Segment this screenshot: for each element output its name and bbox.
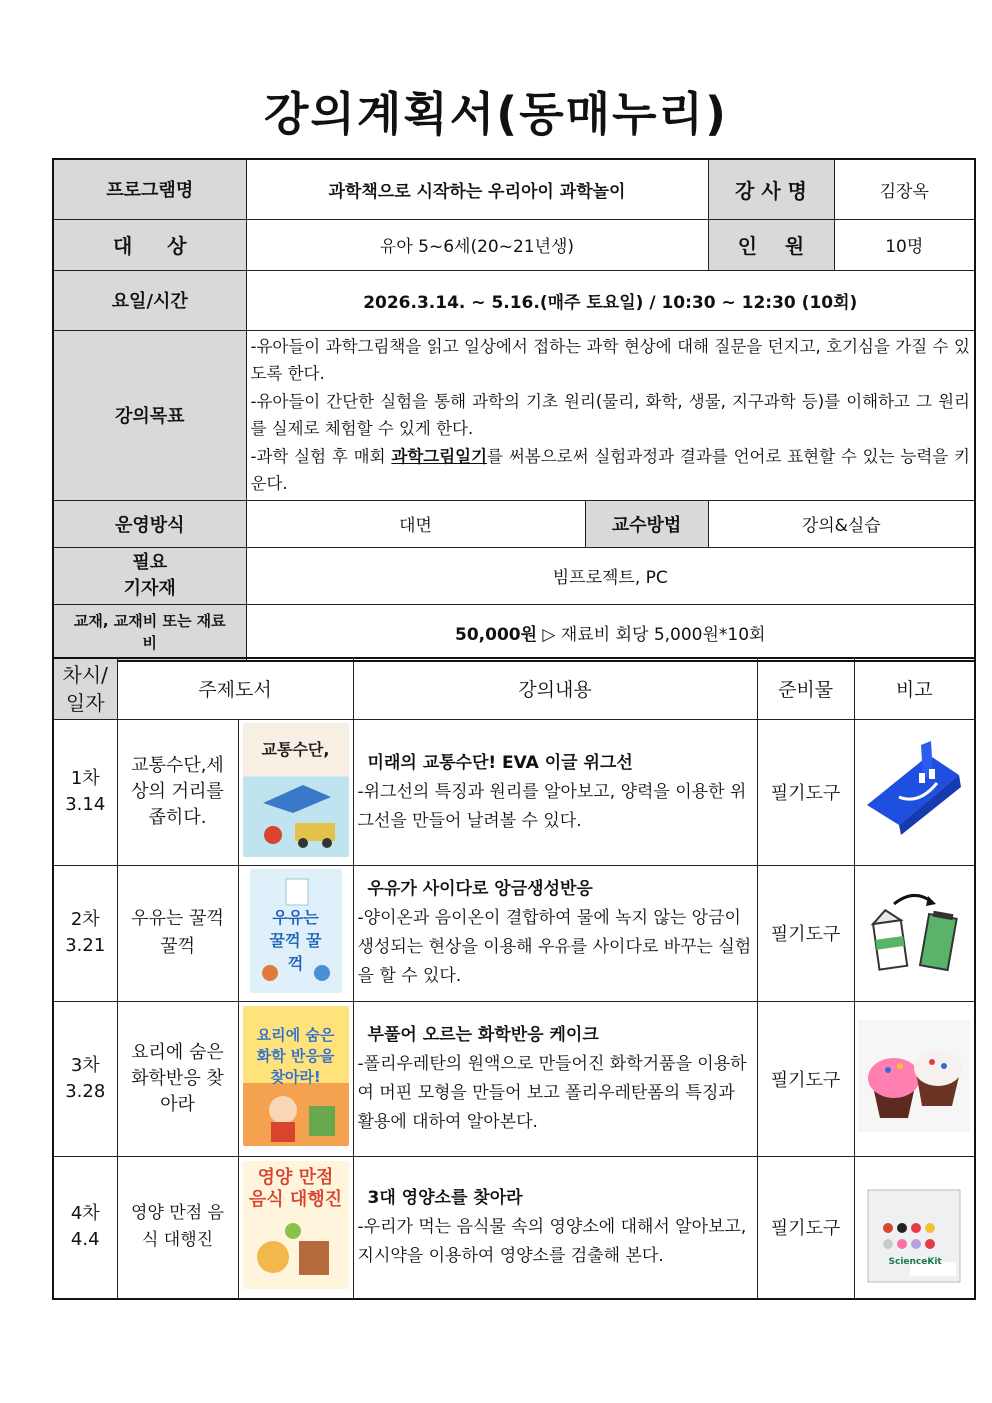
table-row <box>53 1001 975 1156</box>
col-content: 강의내용 <box>353 658 757 719</box>
lecture-desc: -양이온과 음이온이 결합하여 물에 녹지 않는 앙금이 생성되는 현상을 이용해 우유를 사이다로 바꾸는 실험을 할 수 있다. <box>357 908 752 986</box>
lecture-cell <box>353 865 757 1001</box>
equipment-label: 필요 기자재 <box>53 547 246 604</box>
method-value: 대면 <box>246 500 585 547</box>
muffin-model-image <box>854 1001 975 1156</box>
supplies-cell: 필기도구 <box>757 1001 854 1156</box>
lecture-title: 우유가 사이다로 앙금생성반응 <box>367 879 593 899</box>
table-row <box>53 1156 975 1299</box>
lecture-desc: -우리가 먹는 음식물 속의 영양소에 대해서 알아보고, 지시약을 이용하여 영양소를 검출해 본다. <box>357 1216 747 1266</box>
book-title: 요리에 숨은 화학반응 찾아라 <box>117 1001 238 1156</box>
schedule-table <box>52 657 976 1300</box>
instructor-value: 김장옥 <box>834 159 975 219</box>
lecture-desc: -폴리우레탄의 원액으로 만들어진 화학거품을 이용하여 머핀 모형을 만들어 보고 폴리우레탄폼의 특징과 활용에 대하여 알아본다. <box>357 1053 747 1132</box>
col-session: 차시/일자 <box>53 658 117 719</box>
session-cell: 3차 3.28 <box>53 1001 117 1156</box>
supplies-cell: 필기도구 <box>757 1156 854 1299</box>
schedule-label: 요일/시간 <box>53 270 246 330</box>
glider-model-image <box>854 719 975 865</box>
book-cover: 우유는 꿀꺽 꿀꺽 <box>238 865 353 1001</box>
program-value: 과학책으로 시작하는 우리아이 과학놀이 <box>246 159 708 219</box>
goals-text <box>246 330 975 500</box>
table-row <box>53 865 975 1001</box>
teaching-value: 강의&실습 <box>708 500 975 547</box>
lecture-desc: -위그선의 특징과 원리를 알아보고, 양력을 이용한 위그선을 만들어 날려볼 수 있다. <box>357 781 747 831</box>
target-value: 유아 5~6세(20~21년생) <box>246 219 708 270</box>
book-title: 우유는 꿀꺽꿀꺽 <box>117 865 238 1001</box>
materials-label: 교재, 교재비 또는 재료비 <box>53 604 246 661</box>
table-row <box>53 719 975 865</box>
lecture-cell <box>353 1156 757 1299</box>
book-cover: 요리에 숨은 화학 반응을 찾아라! <box>238 1001 353 1156</box>
instructor-label: 강 사 명 <box>708 159 834 219</box>
supplies-cell: 필기도구 <box>757 719 854 865</box>
info-table <box>52 158 976 662</box>
lecture-cell <box>353 1001 757 1156</box>
teaching-label: 교수방법 <box>585 500 708 547</box>
lecture-cell <box>353 719 757 865</box>
col-notes: 비고 <box>854 658 975 719</box>
session-cell: 4차 4.4 <box>53 1156 117 1299</box>
lecture-title: 3대 영양소를 찾아라 <box>367 1187 523 1208</box>
lecture-title: 부풀어 오르는 화학반응 케이크 <box>367 1024 599 1045</box>
goal-2: -유아들이 간단한 실험을 통해 과학의 기초 원리(물리, 화학, 생물, 지구과학 등)를 이해하고 그 원리를 실제로 체험할 수 있게 한다. <box>250 391 970 438</box>
goals-label: 강의목표 <box>53 330 246 500</box>
program-label: 프로그램명 <box>53 159 246 219</box>
goal-3: -과학 실험 후 매회 과학그림일기를 써봄으로써 실험과정과 결과를 언어로 표현할 수 있는 능력을 키운다. <box>250 446 970 493</box>
session-cell: 2차 3.21 <box>53 865 117 1001</box>
session-cell: 1차 3.14 <box>53 719 117 865</box>
materials-value: 50,000원 ▷ 재료비 회당 5,000원*10회 <box>246 604 975 661</box>
lecture-title: 미래의 교통수단! EVA 이글 위그선 <box>367 752 633 773</box>
headcount-value: 10명 <box>834 219 975 270</box>
goal-1: -유아들이 과학그림책을 읽고 일상에서 접하는 과학 현상에 대해 질문을 던지고, 호기심을 가질 수 있도록 한다. <box>250 336 970 383</box>
milk-to-cider-image <box>854 865 975 1001</box>
target-label: 대 상 <box>53 219 246 270</box>
book-title: 교통수단,세상의 거리를 좁히다. <box>117 719 238 865</box>
book-cover: 영양 만점 음식 대행진 <box>238 1156 353 1299</box>
science-kit-image <box>854 1156 975 1299</box>
col-book: 주제도서 <box>117 658 353 719</box>
document-title: 강의계획서(동매누리) <box>264 87 728 141</box>
book-title: 영양 만점 음식 대행진 <box>117 1156 238 1299</box>
schedule-value: 2026.3.14. ~ 5.16.(매주 토요일) / 10:30 ~ 12:30 (10회) <box>246 270 975 330</box>
equipment-value: 빔프로젝트, PC <box>246 547 975 604</box>
headcount-label: 인 원 <box>708 219 834 270</box>
book-cover: 교통수단, <box>238 719 353 865</box>
goal-3-emphasis: 과학그림일기 <box>391 446 488 466</box>
science-kit-label: ScienceKit <box>888 1256 942 1267</box>
supplies-cell: 필기도구 <box>757 865 854 1001</box>
method-label: 운영방식 <box>53 500 246 547</box>
col-supplies: 준비물 <box>757 658 854 719</box>
